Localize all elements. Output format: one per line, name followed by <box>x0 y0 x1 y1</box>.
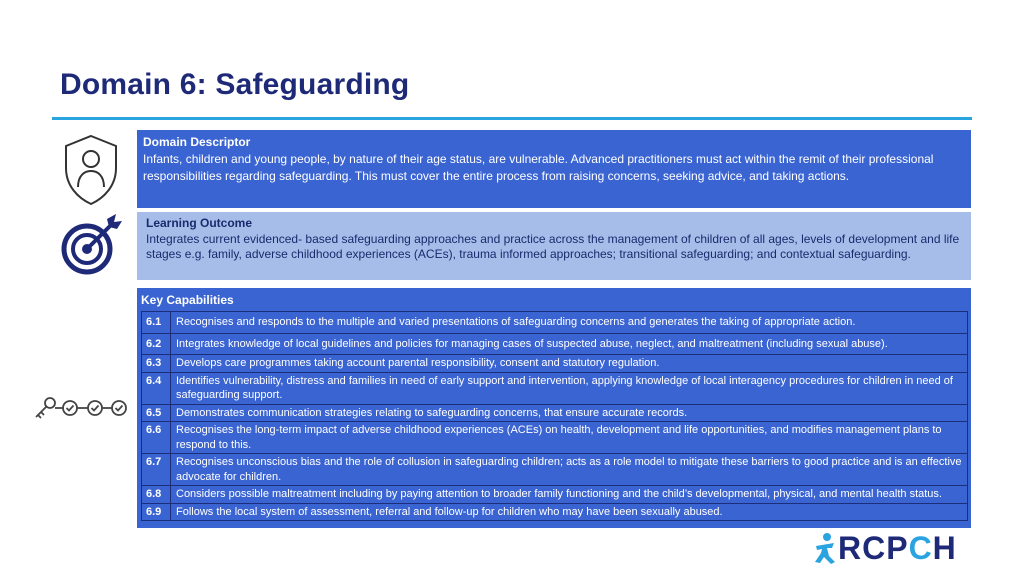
learning-outcome-text: Integrates current evidenced- based safeguarding approaches and practice across the management of children of all ages, levels of development and life stages e.g. family, adverse childhood experiences (ACEs), trauma informed approaches; transitional safeguarding; and contextual safeguarding. <box>146 231 960 261</box>
key-capabilities-panel <box>137 288 971 528</box>
capability-number: 6.4 <box>142 372 171 404</box>
table-row <box>142 422 968 454</box>
logo-wordmark <box>838 530 957 567</box>
domain-descriptor-panel <box>137 130 971 208</box>
table-row <box>142 355 968 373</box>
capability-number: 6.2 <box>142 333 171 355</box>
table-row <box>142 454 968 486</box>
rcpch-logo <box>812 531 957 565</box>
capability-number: 6.5 <box>142 404 171 422</box>
domain-descriptor-heading: Domain Descriptor <box>143 135 251 149</box>
capabilities-table <box>141 311 968 521</box>
page-title: Domain 6: Safeguarding <box>60 68 410 101</box>
capability-number: 6.9 <box>142 503 171 521</box>
title-divider <box>52 117 972 120</box>
capability-number: 6.1 <box>142 312 171 334</box>
capability-text: Follows the local system of assessment, referral and follow-up for children who may have been sexually abused. <box>171 503 968 521</box>
capability-text: Integrates knowledge of local guidelines and policies for managing cases of suspected abuse, neglect, and maltreatment (including sexual abuse). <box>171 333 968 355</box>
capability-number: 6.7 <box>142 454 171 486</box>
capability-number: 6.3 <box>142 355 171 373</box>
capability-text: Considers possible maltreatment including by paying attention to broader family functioning and the child’s developmental, physical, and mental health status. <box>171 486 968 504</box>
learning-outcome-panel <box>137 212 971 280</box>
capability-number: 6.8 <box>142 486 171 504</box>
table-row <box>142 486 968 504</box>
capability-text: Recognises and responds to the multiple and varied presentations of safeguarding concerns and generates the taking of appropriate action. <box>171 312 968 334</box>
key-capabilities-heading: Key Capabilities <box>141 293 234 307</box>
capability-number: 6.6 <box>142 422 171 454</box>
logo-text-end: H <box>932 529 957 566</box>
capability-text: Identifies vulnerability, distress and families in need of early support and intervention, applying knowledge of local interagency procedures for children in need of safeguarding support. <box>171 372 968 404</box>
table-row <box>142 333 968 355</box>
capability-text: Develops care programmes taking account parental responsibility, consent and statutory regulation. <box>171 355 968 373</box>
capability-text: Recognises unconscious bias and the role of collusion in safeguarding children; acts as a role model to mitigate these barriers to good practice and is an effective advocate for children. <box>171 454 968 486</box>
table-row <box>142 312 968 334</box>
capability-text: Demonstrates communication strategies relating to safeguarding concerns, that ensure accurate records. <box>171 404 968 422</box>
logo-text-start: RCP <box>838 529 909 566</box>
table-row <box>142 404 968 422</box>
table-row <box>142 372 968 404</box>
domain-descriptor-text: Infants, children and young people, by nature of their age status, are vulnerable. Advanced practitioners must act within the remit of their professional responsibilities regarding safeguarding. This must cover the entire process from raising concerns, seeking advice, and taking actions. <box>143 152 934 183</box>
key-checks-icon <box>30 395 130 421</box>
table-row <box>142 503 968 521</box>
target-arrow-icon <box>61 213 125 275</box>
learning-outcome-heading: Learning Outcome <box>146 216 253 230</box>
logo-text-accent: C <box>908 529 933 566</box>
running-figure-icon <box>812 532 838 564</box>
capability-text: Recognises the long-term impact of adverse childhood experiences (ACEs) on health, development and life opportunities, and modifies management plans to respond to this. <box>171 422 968 454</box>
shield-person-icon <box>60 133 122 207</box>
